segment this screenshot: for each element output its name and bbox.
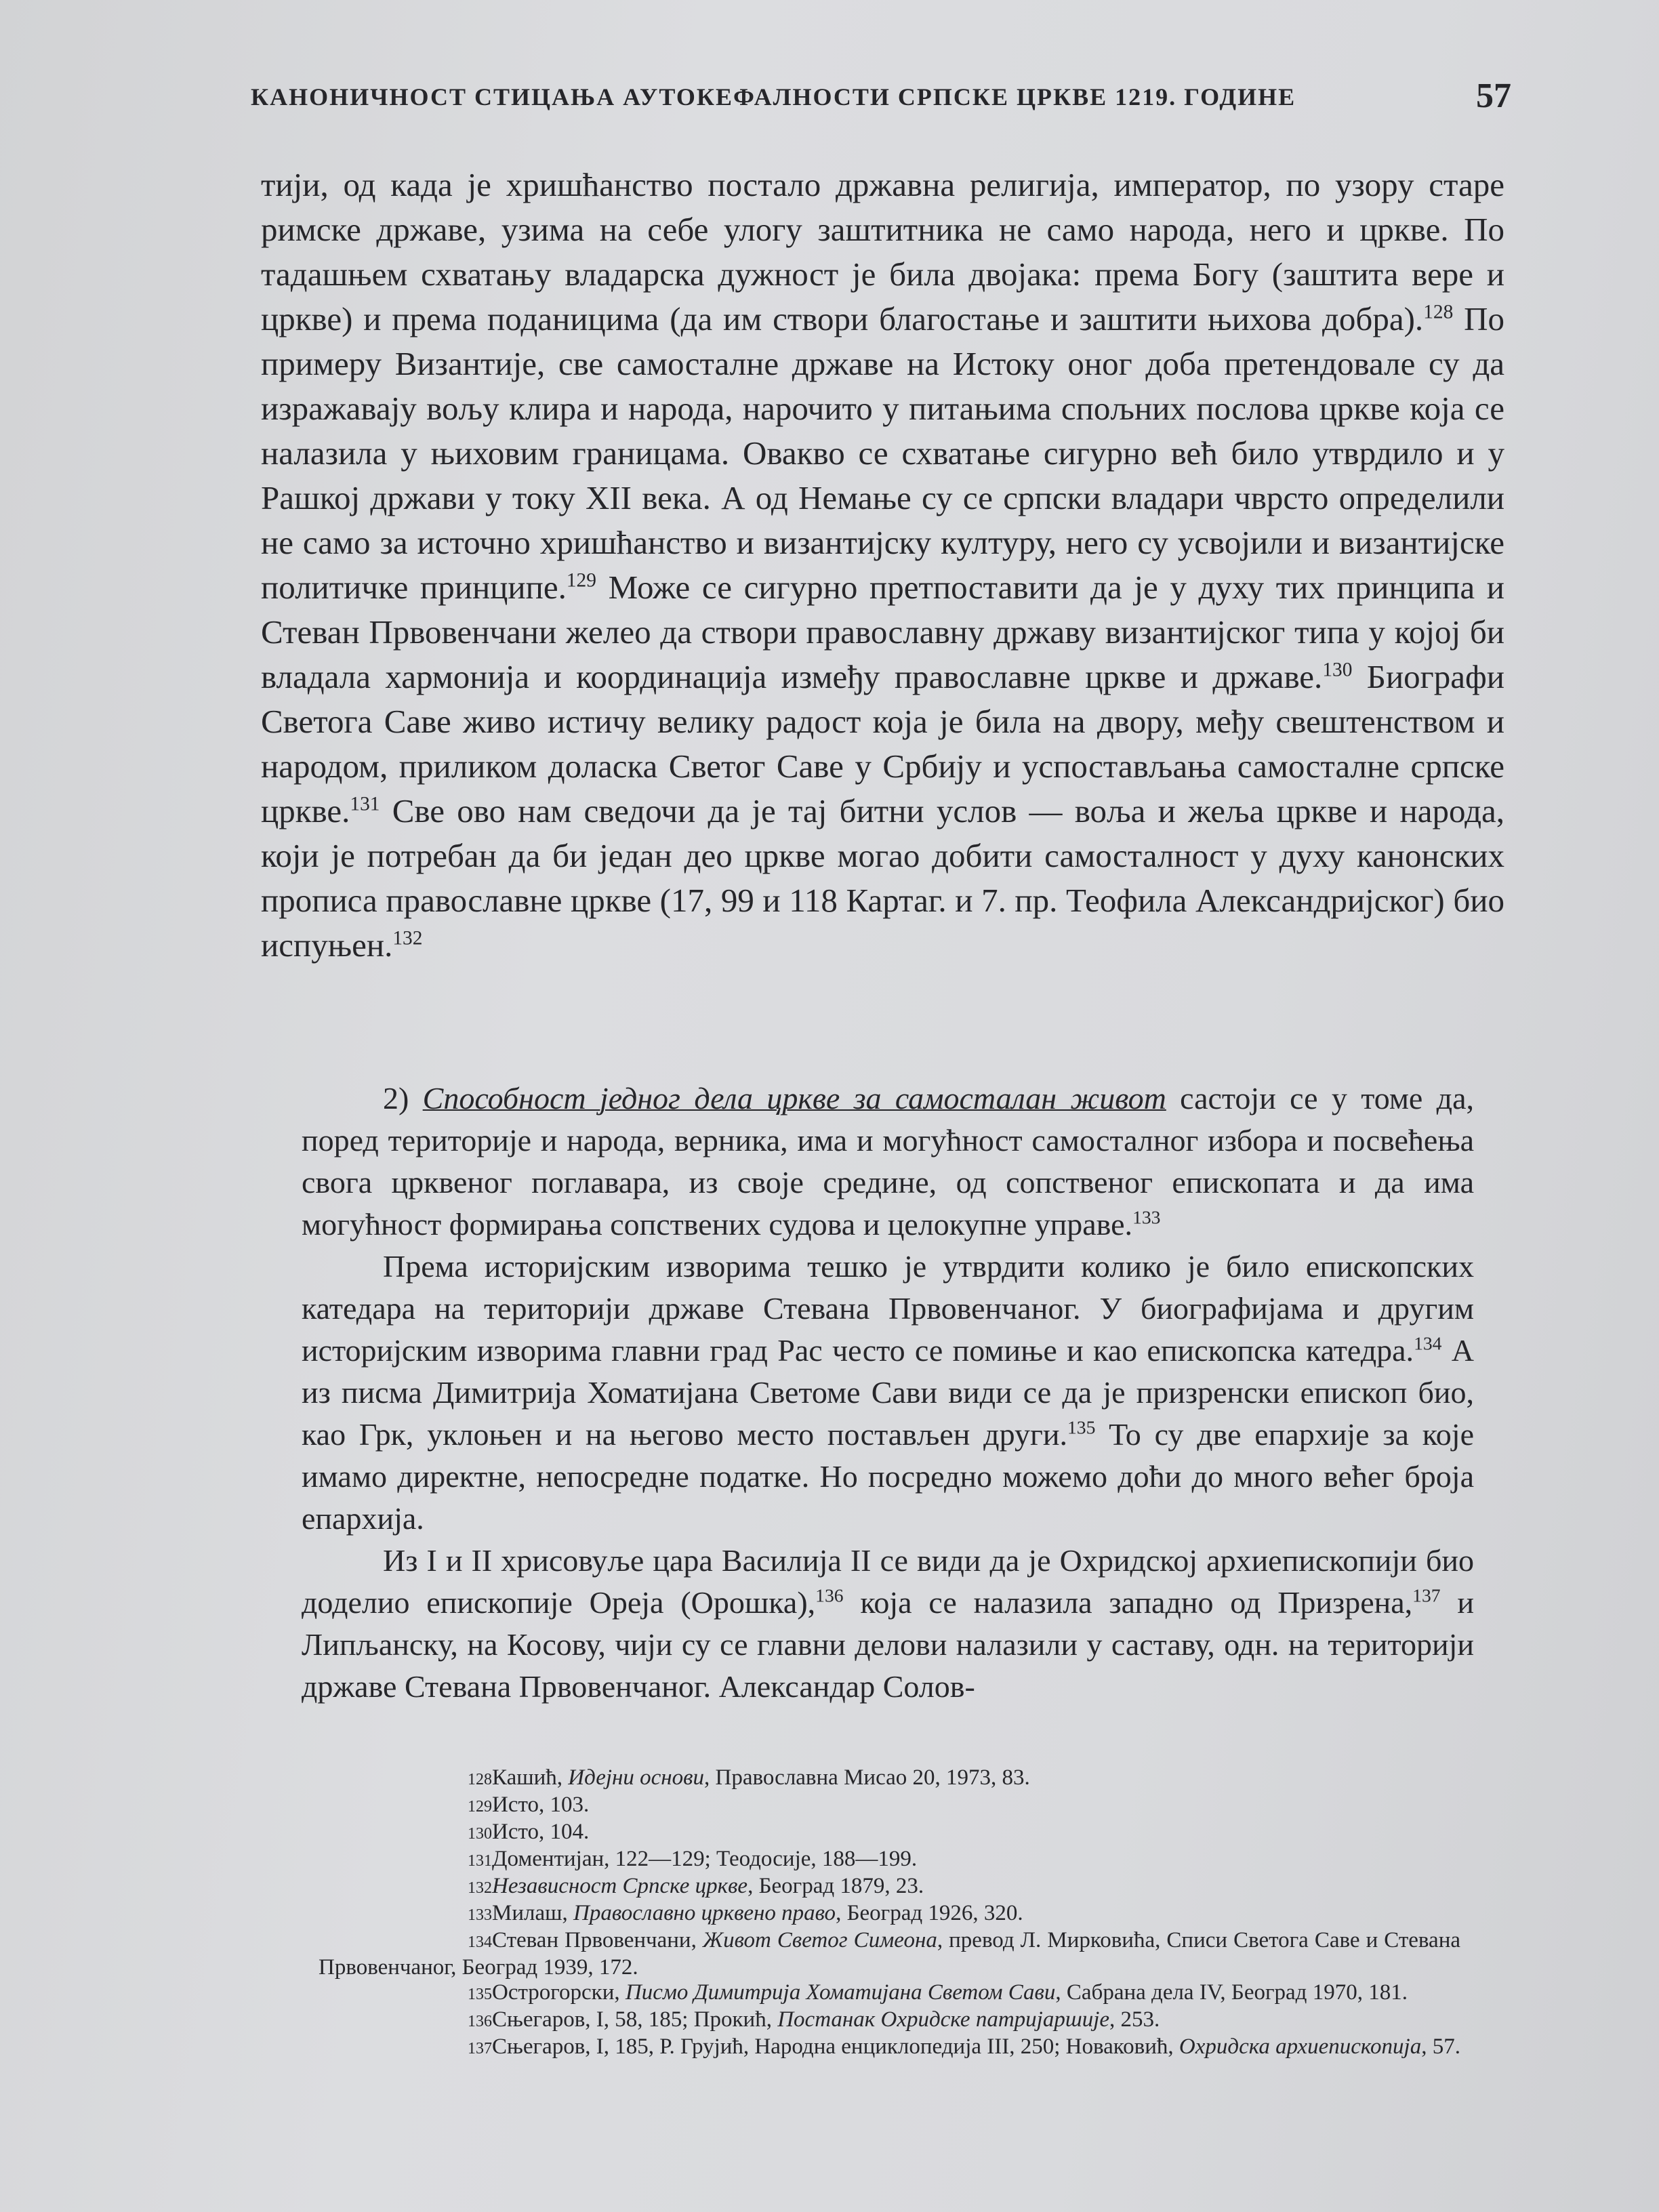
footnote-text: Стеван Првовенчани, [492, 1928, 703, 1952]
text-run: Може се сигурно претпоставити да је у духу тих принципа и Стеван Првовенчани желео да створи православну државу византијског типа у којој би владала хармонија и координација између православне цркве и државе. [261, 569, 1504, 695]
page-number: 57 [1476, 77, 1511, 115]
footnote-text: , Сабрана дела IV, Београд 1970, 181. [1055, 1980, 1408, 2005]
text-run: То су две епархије за које имамо директне, непосредне податке. Но посредно можемо доћи до много већег броја епархија. [302, 1417, 1474, 1536]
text-run: По примеру Византије, све самосталне државе на Истоку оног доба претендовале су да изражавају вољу клира и народа, нарочито у питањима спољних послова цркве која се налазила у њиховим границама. Овакво се схватање сигурно већ било утврдило и у Рашкој држави у току XII века. А од Немање су се српски владари чврсто определили не само за источно хришћанство и византијску културу, него су усвојили и византијске политичке принципе. [261, 300, 1505, 606]
footnote-ref: 129 [566, 569, 596, 592]
footnote-ref: 132 [392, 927, 423, 949]
footnote-text: , Београд 1926, 320. [836, 1901, 1023, 1925]
footnote-ref: 137 [1412, 1584, 1441, 1606]
paragraph-4 [302, 1540, 1474, 1708]
footnote [319, 1847, 1460, 1874]
footnote-text: Исто, 103. [492, 1793, 590, 1817]
footnote-ref: 131 [350, 793, 380, 815]
text-run: Према историјским изворима тешко је утврдити колико је било епископских катедара на територији државе Стевана Првовенчаног. У биографијама и другим историјским изворима главни град Рас често се помиње и као епископска катедра. [302, 1249, 1474, 1368]
footnote-text: Кашић, [492, 1765, 569, 1790]
footnote-title: Живот Светог Симеона [702, 1928, 937, 1952]
text-run: Све ово нам сведочи да је тај битни услов — воља и жеља цркве и народа, који је потребан да би један део цркве могао добити самосталност у духу канонских прописа православне цркве (17, 99 и 118 Картаг. и 7. пр. Теофила Александријског) био испуњен. [261, 792, 1504, 964]
text-run: Биографи Светога Саве живо истичу велику радост која је била на двору, међу свештенством и народом, приликом доласка Светог Саве у Србију и успостављања самосталне српске цркве. [261, 658, 1504, 830]
section-2 [302, 1078, 1474, 1708]
footnote-number: 132 [468, 1879, 492, 1897]
footnote-number: 135 [468, 1986, 492, 2003]
footnote-text: , Православна Мисао 20, 1973, 83. [704, 1765, 1030, 1790]
footnote-text: , 57. [1421, 2034, 1460, 2059]
footnote-text: , превод Л. Мирковића, Списи Светога Саве и Стевана Првовенчаног, Београд 1939, 172. [319, 1928, 1461, 1980]
footnote-number: 134 [468, 1933, 492, 1951]
paragraph-1 [261, 163, 1504, 968]
footnote-text: Сњегаров, I, 185, Р. Грујић, Народна енциклопедија III, 250; Новаковић, [492, 2034, 1179, 2059]
footnote [319, 1874, 1460, 1901]
text-run: која се налазила западно од Призрена, [843, 1585, 1413, 1620]
footnote-ref: 133 [1132, 1206, 1161, 1228]
footnote-ref: 135 [1067, 1416, 1096, 1438]
footnote-title: Постанак Охридске патријаршије [777, 2007, 1110, 2032]
text-run: А из писма Димитрија Хоматијана Светоме Сави види се да је призренски епископ био, као Грк, уклоњен и на његово место постављен други. [302, 1333, 1474, 1452]
text-run: састоји се у томе да, поред територије и народа, верника, има и могућност самосталног избора и посвећења свога црквеног поглавара, из своје средине, од сопственог епископата и да има могућност формирања сопствених судова и целокупне управе. [302, 1081, 1474, 1242]
footnote-text: , 253. [1109, 2007, 1160, 2032]
footnote-ref: 130 [1322, 659, 1353, 681]
footnote-text: Милаш, [492, 1901, 574, 1925]
footnote [319, 1928, 1460, 1980]
text-run: тији, од када је хришћанство постало државна религија, император, по узору старе римске државе, узима на себе улогу заштитника не само народа, него и цркве. По тадашњем схватању владарска дужност је била двојака: према Богу (заштита вере и цркве) и према поданицима (да им створи благостање и заштити њихова добра). [261, 166, 1504, 337]
footnote-title: Писмо Димитрија Хоматијана Светом Сави [625, 1980, 1056, 2005]
footnote [319, 1765, 1460, 1793]
page-header [251, 76, 1525, 123]
footnote [319, 1901, 1460, 1928]
section-heading: Способност једног дела цркве за самосталан живот [422, 1081, 1166, 1115]
footnote-number: 128 [468, 1771, 492, 1788]
footnote-title: Идејни основи [568, 1765, 705, 1790]
footnote-text: Острогорски, [492, 1980, 626, 2005]
footnote-title: Независност Српске цркве [492, 1874, 748, 1898]
footnote [319, 1793, 1460, 1820]
footnote-number: 137 [468, 2040, 492, 2057]
footnote [319, 2034, 1460, 2062]
footnote-number: 131 [468, 1852, 492, 1870]
footnote-title: Охридска архиепископија [1179, 2034, 1422, 2059]
footnote-text: Исто, 104. [492, 1820, 590, 1844]
footnote-ref: 134 [1414, 1332, 1442, 1354]
footnote [319, 2007, 1460, 2034]
text-run: 2) [383, 1081, 423, 1115]
footnote [319, 1820, 1460, 1847]
text-run: Из I и II хрисовуље цара Василија II се види да је Охридској архиепископији био доделио епископије Ореја (Орошка), [302, 1543, 1474, 1620]
footnote-number: 130 [468, 1825, 492, 1843]
footnote-text: Сњегаров, I, 58, 185; Прокић, [492, 2007, 778, 2032]
footnotes [319, 1765, 1460, 2062]
footnote [319, 1980, 1460, 2007]
footnote-ref: 136 [815, 1584, 844, 1606]
paragraph-2 [302, 1078, 1474, 1246]
footnote-number: 129 [468, 1798, 492, 1816]
footnote-title: Православно црквено право [573, 1901, 836, 1925]
paragraph-3 [302, 1246, 1474, 1540]
footnote-number: 136 [468, 2013, 492, 2030]
footnote-text: , Београд 1879, 23. [747, 1874, 924, 1898]
main-text [261, 163, 1504, 968]
footnote-number: 133 [468, 1906, 492, 1924]
running-title: КАНОНИЧНОСТ СТИЦАЊА АУТОКЕФАЛНОСТИ СРПСКЕ ЦРКВЕ 1219. ГОДИНЕ [251, 83, 1296, 110]
footnote-ref: 128 [1423, 301, 1454, 323]
footnote-text: Доментијан, 122—129; Теодосије, 188—199. [492, 1847, 918, 1871]
text-run: и Липљанску, на Косову, чији су се главни делови налазили у саставу, одн. на територији државе Стевана Првовенчаног. Александар Солов- [302, 1585, 1475, 1704]
